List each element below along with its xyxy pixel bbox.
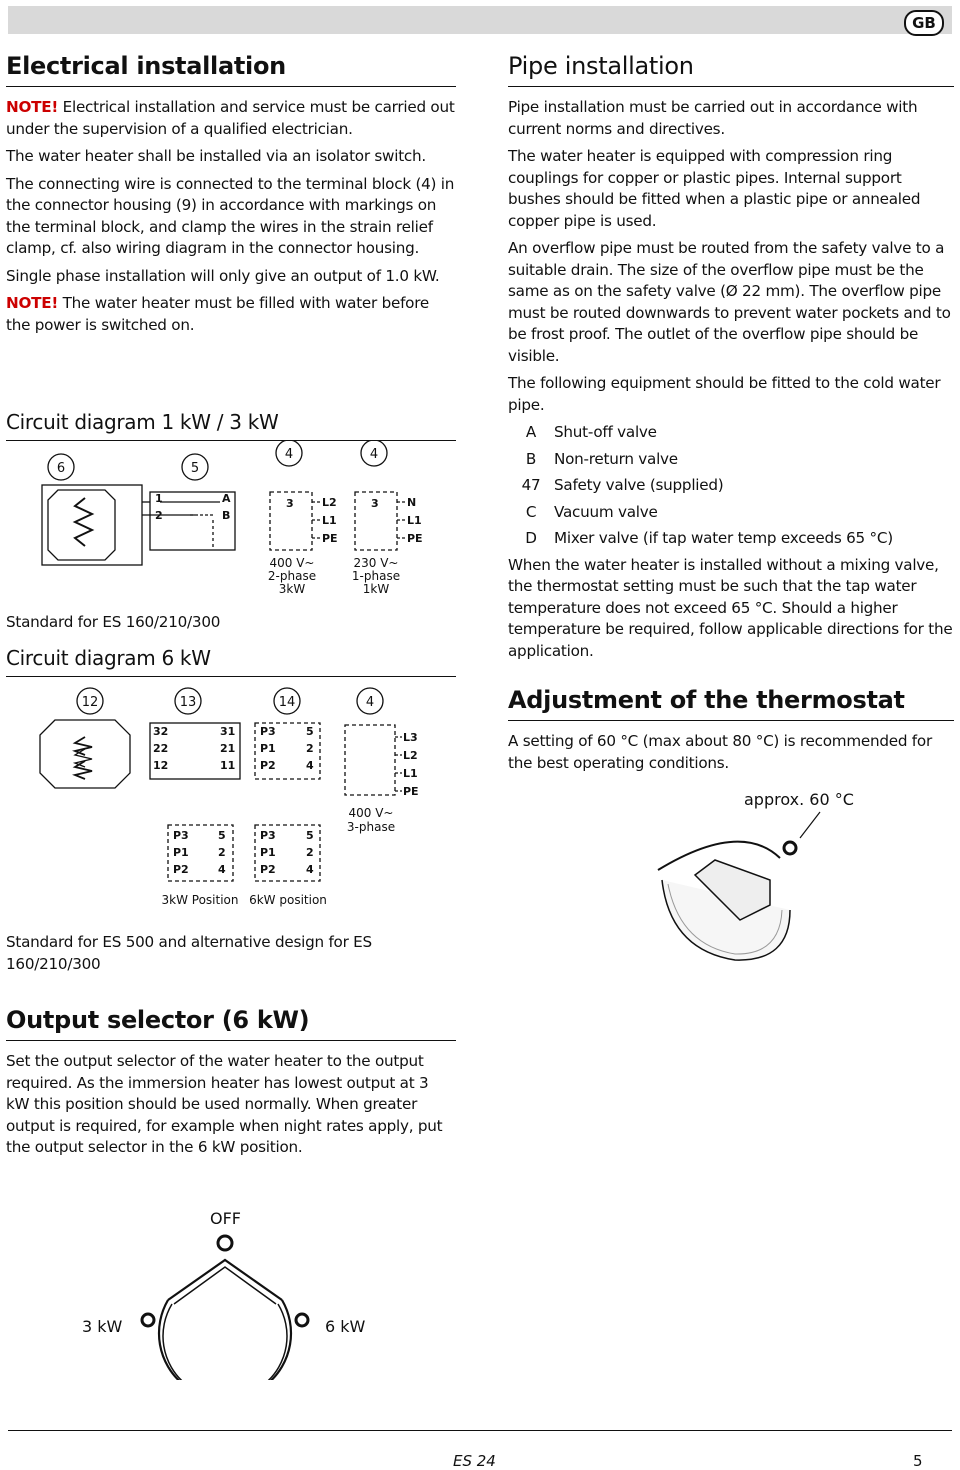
pos6-p3: P3	[260, 829, 276, 842]
pipe-p3: An overflow pipe must be routed from the safety valve to a suitable drain. The size of the overflow pipe must be the same as on the safety valve (Ø 22 mm). The overflow pipe must be routed downwards to prevent water pockets and to be frost proof. The outlet of the overflow pipe should be visible.	[508, 239, 951, 365]
tb-L2: L2	[403, 749, 418, 762]
dial-outline	[159, 1300, 291, 1380]
footer-model: ES 24	[453, 1452, 496, 1470]
sel-4: 4	[306, 759, 314, 772]
block1-power: 3kW	[278, 582, 306, 596]
output-p1: Set the output selector of the water heater to the output required. As the immersion heater has lowest output at 3 kW this position should be used normally. When greater output is required, for example when night rates apply, put the output selector in the 6 kW position.	[6, 1052, 443, 1156]
block2-voltage: 230 V~	[353, 556, 399, 570]
pos6-p2: P2	[260, 863, 276, 876]
note2-label: NOTE!	[6, 294, 59, 312]
sel-p3: P3	[260, 725, 276, 738]
position-3kw-label: 3kW Position	[161, 893, 239, 907]
pos6-4: 4	[306, 863, 314, 876]
label-13: 13	[179, 695, 197, 710]
electrical-p5: The water heater must be filled with water before the power is switched on.	[6, 294, 429, 334]
page-number: 5	[913, 1452, 923, 1470]
output-title: Output selector (6 kW)	[6, 1006, 456, 1041]
sel-p2: P2	[260, 759, 276, 772]
list-item: B Non-return valve	[525, 449, 678, 468]
block2-L1: L1	[407, 514, 422, 527]
t31: 31	[220, 725, 236, 738]
label-4b: 4	[369, 447, 379, 462]
thermostat-section	[508, 686, 954, 780]
list-item: D Mixer valve (if tap water temp exceeds 65 °C)	[525, 529, 893, 547]
header-bar	[8, 6, 952, 34]
circuit2-caption	[6, 932, 446, 981]
element-frame	[42, 485, 142, 565]
output-selector-dial	[60, 1200, 390, 1380]
block2-phase: 1-phase	[351, 569, 401, 583]
pos3-5: 5	[218, 829, 226, 842]
circuit-diagram-1kw-3kw	[30, 440, 450, 610]
electrical-p1: Electrical installation and service must be carried out under the supervision of a qualified electrician.	[6, 98, 455, 138]
pipe-p5: When the water heater is installed without a mixing valve, the thermostat setting must be such that the tap water temperature does not exceed 65 °C. Should a higher temperature be required, follow applicable directions for the application.	[508, 555, 953, 660]
pos3-p3: P3	[173, 829, 189, 842]
pos3-2: 2	[218, 846, 226, 859]
term-1: 1	[155, 492, 163, 505]
electrical-p3: The connecting wire is connected to the terminal block (4) in the connector housing (9) in accordance with markings on the terminal block, and clamp the wires in the strain relief clamp, cf. also wiring diagram in the connector housing.	[6, 174, 455, 257]
equipment-list	[508, 422, 954, 550]
tb-L3: L3	[403, 731, 418, 744]
t21: 21	[220, 742, 236, 755]
label-14: 14	[278, 695, 296, 710]
pipe-section	[508, 52, 954, 668]
label-5: 5	[190, 461, 200, 476]
thermostat-title: Adjustment of the thermostat	[508, 686, 954, 721]
thermostat-knob-illustration	[640, 780, 870, 980]
electrical-p4: Single phase installation will only give an output of 1.0 kW.	[6, 266, 440, 285]
circuit2-caption-text: Standard for ES 500 and alternative design for ES 160/210/300	[6, 933, 372, 973]
resistor-coil	[75, 498, 92, 546]
voltage-3phase: 400 V~	[348, 806, 394, 820]
pos3-p2: P2	[173, 863, 189, 876]
60c-marker	[784, 842, 796, 854]
terminal-block-3phase	[345, 725, 395, 795]
element-body	[40, 720, 130, 788]
term-B: B	[222, 509, 231, 522]
tb-PE: PE	[403, 785, 419, 798]
block1-3: 3	[286, 497, 294, 510]
electrical-section	[6, 52, 456, 342]
language-badge: GB	[904, 10, 944, 36]
sel-2: 2	[306, 742, 314, 755]
block2-N: N	[407, 496, 417, 509]
pos3-4: 4	[218, 863, 226, 876]
label-6: 6	[56, 461, 66, 476]
circuit1-section	[6, 410, 456, 441]
pipe-p2: The water heater is equipped with compression ring couplings for copper or plastic pipes. Internal support bushes should be fitted when a plastic pipe or annealed copper pipe is used.	[508, 147, 921, 230]
circuit2-section	[6, 646, 456, 677]
3kw-position-marker	[142, 1314, 154, 1326]
position-6kw-label: 6kW position	[249, 893, 327, 907]
block1-phase: 2-phase	[267, 569, 317, 583]
term-2: 2	[155, 509, 163, 522]
circuit1-caption-text: Standard for ES 160/210/300	[6, 613, 221, 631]
block1-L1: L1	[322, 514, 337, 527]
t22: 22	[153, 742, 169, 755]
t12: 12	[153, 759, 169, 772]
electrical-note2-paragraph	[6, 293, 456, 336]
list-item: C Vacuum valve	[525, 502, 658, 521]
phase-3phase: 3-phase	[346, 820, 396, 834]
thermostat-p1: A setting of 60 °C (max about 80 °C) is recommended for the best operating conditions.	[508, 732, 932, 772]
circuit2-title: Circuit diagram 6 kW	[6, 646, 456, 677]
t11: 11	[220, 759, 236, 772]
block1-voltage: 400 V~	[269, 556, 315, 570]
pos6-p1: P1	[260, 846, 276, 859]
pipe-p1: Pipe installation must be carried out in accordance with current norms and directives.	[508, 98, 918, 138]
sel-p1: P1	[260, 742, 276, 755]
tb-L1: L1	[403, 767, 418, 780]
term-A: A	[222, 492, 231, 505]
label-12: 12	[81, 695, 99, 710]
pipe-title: Pipe installation	[508, 52, 954, 87]
block1-PE: PE	[322, 532, 338, 545]
6kw-label: 6 kW	[325, 1317, 366, 1336]
block2-power: 1kW	[362, 582, 390, 596]
sel-5: 5	[306, 725, 314, 738]
3kw-label: 3 kW	[82, 1317, 123, 1336]
electrical-note-paragraph	[6, 97, 456, 140]
note-label: NOTE!	[6, 98, 59, 116]
pos6-2: 2	[306, 846, 314, 859]
pipe-p4: The following equipment should be fitted to the cold water pipe.	[508, 374, 941, 414]
off-position-marker	[218, 1236, 232, 1250]
approx-label: approx. 60 °C	[744, 790, 854, 809]
circuit1-caption	[6, 612, 456, 640]
6kw-position-marker	[296, 1314, 308, 1326]
t32: 32	[153, 725, 169, 738]
block1-L2: L2	[322, 496, 337, 509]
pos6-5: 5	[306, 829, 314, 842]
label-4: 4	[365, 695, 375, 710]
circuit1-title: Circuit diagram 1 kW / 3 kW	[6, 410, 456, 441]
block2-PE: PE	[407, 532, 423, 545]
electrical-p2: The water heater shall be installed via an isolator switch.	[6, 147, 426, 165]
output-section	[6, 1006, 456, 1165]
electrical-title: Electrical installation	[6, 52, 456, 87]
pos3-p1: P1	[173, 846, 189, 859]
circuit-diagram-6kw	[30, 685, 450, 915]
block2-3: 3	[371, 497, 379, 510]
list-item: 47 Safety valve (supplied)	[521, 476, 724, 494]
list-item: A Shut-off valve	[525, 423, 657, 441]
off-label: OFF	[210, 1209, 241, 1228]
label-4a: 4	[284, 447, 294, 462]
